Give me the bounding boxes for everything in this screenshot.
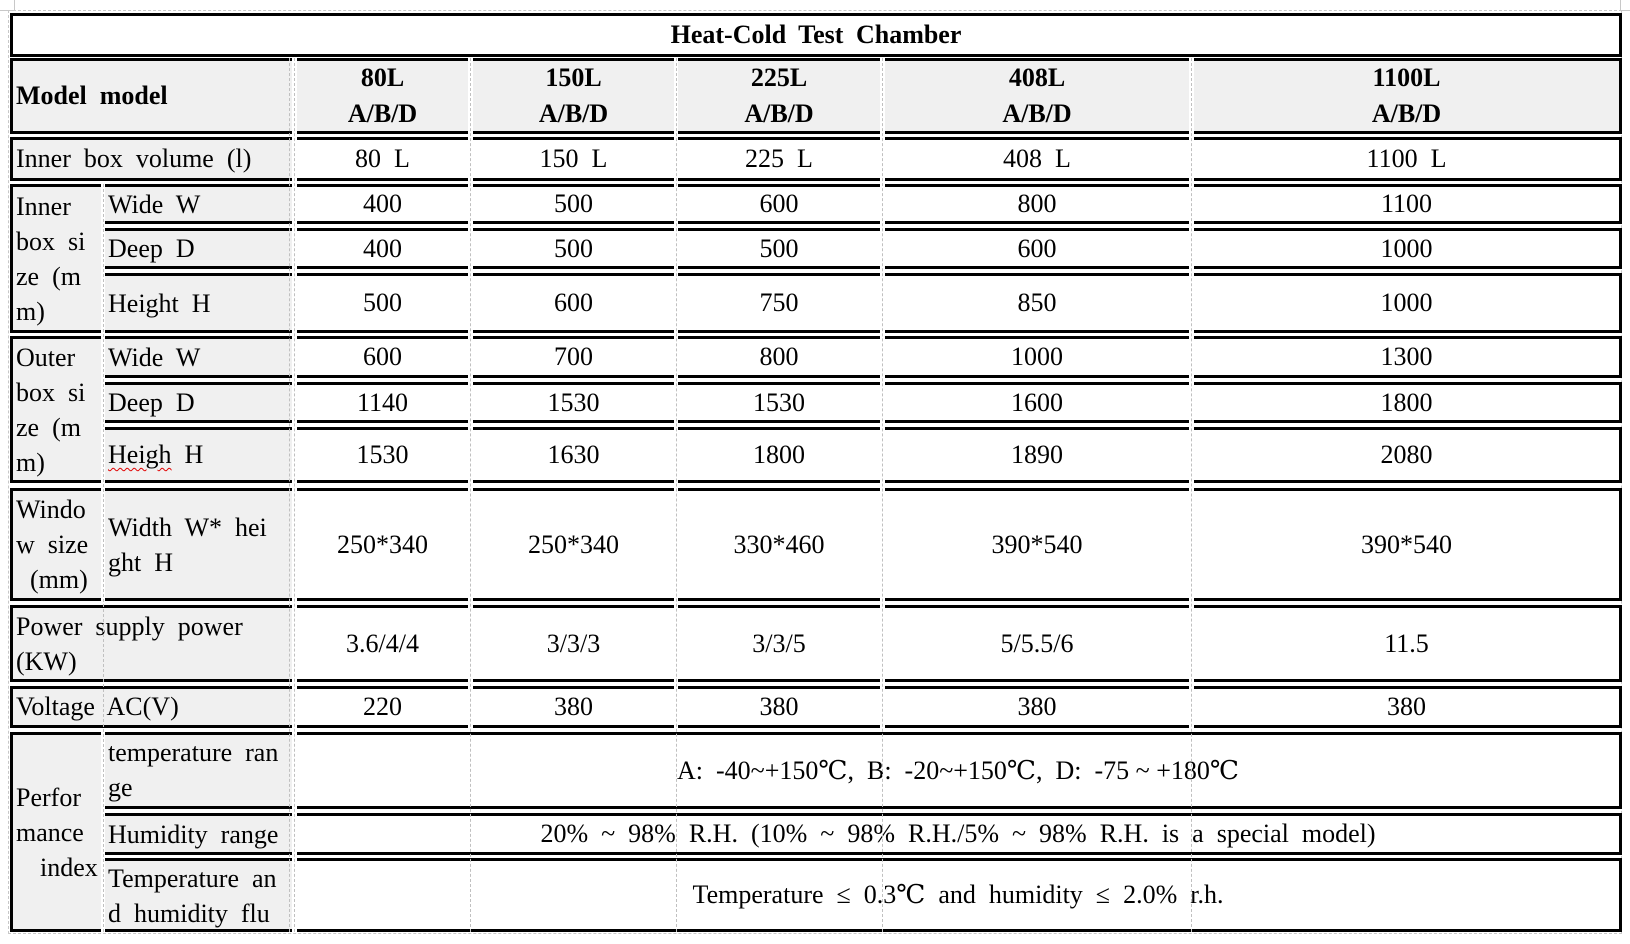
inner-box-size-label-text bbox=[16, 189, 85, 329]
fluctuation-label-text bbox=[108, 861, 277, 931]
voltage-value bbox=[885, 686, 1189, 728]
volume-value-text: 408 L bbox=[1003, 144, 1071, 173]
outer-wide-label-text: Wide W bbox=[108, 342, 201, 372]
window-size-value bbox=[297, 488, 468, 601]
subcolumn-gridline bbox=[103, 184, 104, 932]
header-label-cell bbox=[10, 58, 292, 134]
outer-wide-value-text: 800 bbox=[759, 342, 799, 371]
power-value bbox=[1194, 605, 1622, 682]
model-variant: A/B/D bbox=[744, 99, 814, 128]
column-gridline bbox=[1191, 58, 1192, 932]
volume-label-cell bbox=[10, 137, 292, 181]
outer-deep-value-text: 1530 bbox=[547, 387, 600, 417]
model-variant: A/B/D bbox=[538, 99, 609, 128]
model-header-408L bbox=[885, 58, 1189, 134]
fluctuation-label bbox=[105, 858, 292, 932]
window-dim-label-text-line: Width W* hei bbox=[108, 512, 267, 542]
window-size-value bbox=[1194, 488, 1622, 601]
outer-deep-value bbox=[1194, 382, 1622, 423]
inner-deep-value-text: 600 bbox=[1017, 233, 1057, 263]
power-value-text: 3.6/4/4 bbox=[346, 628, 419, 658]
voltage-value bbox=[473, 686, 674, 728]
inner-height-value-text: 1000 bbox=[1380, 288, 1433, 317]
inner-box-size-label-text-line: box si bbox=[16, 226, 86, 256]
inner-wide-value bbox=[885, 184, 1189, 224]
outer-wide-value bbox=[1194, 336, 1622, 378]
model-name: 408L bbox=[1008, 63, 1066, 92]
outer-height-value bbox=[1194, 427, 1622, 483]
volume-value-text: 80 L bbox=[355, 144, 410, 173]
inner-wide-value-text: 500 bbox=[554, 189, 593, 218]
outer-height-value-text: 1800 bbox=[753, 440, 805, 469]
fluctuation-label-text-line: Temperature an bbox=[108, 864, 277, 893]
temperature-range-value-text: A: -40~+150℃, B: -20~+150℃, D: -75 ~ +180℃ bbox=[677, 755, 1239, 785]
temperature-range-label-text-line: ge bbox=[108, 773, 133, 802]
outer-deep-value bbox=[297, 382, 468, 423]
performance-index-label bbox=[10, 732, 101, 932]
outer-wide-value bbox=[678, 336, 880, 378]
temperature-range-label-text bbox=[108, 735, 278, 805]
inner-deep-value-text: 500 bbox=[554, 233, 593, 263]
outer-wide-value bbox=[297, 336, 468, 378]
column-gridline bbox=[882, 58, 883, 932]
inner-deep-value-text: 500 bbox=[759, 233, 799, 263]
inner-deep-value bbox=[473, 228, 674, 269]
temperature-range-label bbox=[105, 732, 292, 809]
outer-height-value-text: 1530 bbox=[356, 440, 409, 469]
inner-wide-value-text: 400 bbox=[363, 189, 402, 218]
inner-deep-value bbox=[885, 228, 1189, 269]
outer-box-size-label bbox=[10, 336, 101, 483]
inner-deep-value bbox=[678, 228, 880, 269]
outer-box-size-label-text-line: box si bbox=[16, 377, 86, 407]
voltage-value-text: 220 bbox=[363, 692, 402, 721]
column-gridline bbox=[470, 58, 471, 932]
window-size-value bbox=[473, 488, 674, 601]
model-header-text bbox=[348, 60, 417, 132]
model-name: 1100L bbox=[1372, 63, 1441, 92]
inner-wide-value bbox=[678, 184, 880, 224]
outer-wide-value bbox=[473, 336, 674, 378]
inner-wide-label-text: Wide W bbox=[108, 189, 201, 219]
voltage-value bbox=[297, 686, 468, 728]
volume-value bbox=[885, 137, 1189, 181]
temperature-range-label-text-line: temperature ran bbox=[108, 738, 279, 767]
inner-wide-label bbox=[105, 184, 292, 224]
table-title-text: Heat-Cold Test Chamber bbox=[670, 20, 962, 49]
window-dim-label-text-line: ght H bbox=[108, 547, 173, 577]
outer-wide-value-text: 1300 bbox=[1380, 342, 1433, 371]
outer-box-size-label-text-line: m) bbox=[16, 447, 45, 477]
inner-deep-value-text: 1000 bbox=[1380, 233, 1433, 263]
outer-deep-value-text: 1140 bbox=[356, 387, 409, 417]
inner-height-value bbox=[678, 273, 880, 333]
outer-deep-value bbox=[885, 382, 1189, 423]
humidity-range-label-text: Humidity range bbox=[108, 819, 279, 849]
inner-wide-value bbox=[473, 184, 674, 224]
outer-wide-value-text: 700 bbox=[554, 342, 593, 371]
outer-height-value-text: 1890 bbox=[1011, 440, 1063, 469]
inner-deep-label-text: Deep D bbox=[108, 234, 195, 263]
voltage-label-cell bbox=[10, 686, 292, 728]
model-name: 80L bbox=[360, 63, 405, 92]
inner-box-size-label-text-line: ze (m bbox=[16, 261, 81, 291]
power-value-text: 3/3/5 bbox=[752, 628, 806, 658]
window-size-value-text: 250*340 bbox=[337, 529, 428, 559]
outer-box-size-label-text bbox=[16, 340, 85, 480]
outer-wide-value-text: 1000 bbox=[1011, 342, 1063, 371]
model-header-80L bbox=[297, 58, 468, 134]
volume-value-text: 1100 L bbox=[1366, 144, 1447, 173]
outer-box-size-label-text-line: Outer bbox=[16, 342, 76, 372]
inner-deep-label bbox=[105, 228, 292, 269]
window-size-label-text bbox=[16, 492, 88, 597]
window-size-value-text: 390*540 bbox=[1361, 529, 1452, 559]
window-size-value-text: 330*460 bbox=[733, 529, 825, 559]
fluctuation-label-text-line: d humidity flu bbox=[108, 899, 270, 928]
power-value bbox=[885, 605, 1189, 682]
performance-index-label-text bbox=[16, 780, 98, 885]
inner-box-size-label-text-line: m) bbox=[16, 296, 45, 326]
outer-height-value bbox=[885, 427, 1189, 483]
inner-wide-value-text: 1100 bbox=[1380, 189, 1433, 218]
outer-deep-value bbox=[678, 382, 880, 423]
voltage-value bbox=[678, 686, 880, 728]
voltage-value-text: 380 bbox=[1387, 692, 1426, 721]
spellcheck-underlined-word: Heigh bbox=[108, 440, 172, 469]
power-value bbox=[473, 605, 674, 682]
outer-height-value bbox=[297, 427, 468, 483]
window-size-value-text: 390*540 bbox=[991, 529, 1083, 559]
inner-height-value bbox=[885, 273, 1189, 333]
volume-value bbox=[678, 137, 880, 181]
power-label-line: (KW) bbox=[16, 646, 77, 676]
window-dim-label bbox=[105, 488, 292, 601]
humidity-range-label bbox=[105, 813, 292, 855]
outer-deep-value-text: 1800 bbox=[1380, 387, 1433, 417]
voltage-value bbox=[1194, 686, 1622, 728]
inner-deep-value-text: 400 bbox=[363, 233, 402, 263]
fluctuation-value-text: Temperature ≤ 0.3℃ and humidity ≤ 2.0% r.h. bbox=[692, 880, 1224, 909]
outer-box-size-label-text-line: ze (m bbox=[16, 412, 81, 442]
outer-wide-label bbox=[105, 336, 292, 378]
window-size-label-text-line: w size bbox=[16, 530, 89, 559]
window-size-value-text: 250*340 bbox=[528, 529, 619, 559]
inner-height-value-text: 850 bbox=[1017, 288, 1057, 317]
outer-height-label-suffix: H bbox=[171, 440, 204, 469]
outer-deep-value-text: 1530 bbox=[753, 387, 805, 417]
outer-height-label bbox=[105, 427, 292, 483]
model-variant: A/B/D bbox=[347, 99, 418, 128]
window-size-label bbox=[10, 488, 101, 601]
window-size-label-text-line: (mm) bbox=[30, 565, 88, 594]
inner-wide-value bbox=[1194, 184, 1622, 224]
outer-deep-value bbox=[473, 382, 674, 423]
voltage-value-text: 380 bbox=[554, 692, 593, 721]
voltage-value-text: 380 bbox=[759, 692, 799, 721]
model-header-150L bbox=[473, 58, 674, 134]
inner-deep-value bbox=[1194, 228, 1622, 269]
power-value-text: 5/5.5/6 bbox=[1000, 628, 1074, 658]
model-name: 150L bbox=[545, 63, 602, 92]
model-header-1100L bbox=[1194, 58, 1622, 134]
volume-value-text: 225 L bbox=[745, 144, 813, 173]
performance-index-label-text-line: mance bbox=[16, 817, 84, 847]
inner-deep-value bbox=[297, 228, 468, 269]
outer-height-value-text: 1630 bbox=[547, 440, 600, 469]
inner-height-value bbox=[1194, 273, 1622, 333]
outer-height-label-text bbox=[108, 437, 203, 473]
inner-height-value-text: 600 bbox=[554, 288, 593, 317]
model-header-text bbox=[744, 60, 813, 132]
volume-value bbox=[473, 137, 674, 181]
window-dim-label-text bbox=[108, 510, 267, 580]
power-label-cell bbox=[10, 605, 292, 682]
inner-height-value-text: 500 bbox=[363, 288, 402, 317]
table-title bbox=[10, 13, 1622, 57]
window-size-label-text-line: Windo bbox=[16, 495, 86, 524]
power-value-text: 11.5 bbox=[1384, 628, 1429, 658]
inner-box-size-label-text-line: Inner bbox=[16, 191, 71, 221]
power-label-line: Power supply power bbox=[16, 611, 243, 641]
performance-index-label-text-line: Perfor bbox=[16, 782, 81, 812]
header-label: Model model bbox=[16, 81, 168, 110]
inner-wide-value bbox=[297, 184, 468, 224]
model-header-text bbox=[1002, 60, 1071, 132]
power-value bbox=[678, 605, 880, 682]
outer-deep-label-text: Deep D bbox=[108, 388, 195, 417]
inner-height-value bbox=[473, 273, 674, 333]
humidity-range-value-text: 20% ~ 98% R.H. (10% ~ 98% R.H./5% ~ 98% R.H. is a special model) bbox=[540, 819, 1376, 848]
column-gridline bbox=[676, 58, 677, 932]
voltage-value-text: 380 bbox=[1017, 692, 1057, 721]
outer-height-value bbox=[678, 427, 880, 483]
outer-wide-value-text: 600 bbox=[363, 342, 402, 371]
performance-index-label-text-line: index bbox=[40, 852, 98, 882]
volume-value bbox=[1194, 137, 1622, 181]
inner-height-value-text: 750 bbox=[759, 288, 799, 317]
inner-height-value bbox=[297, 273, 468, 333]
volume-value-text: 150 L bbox=[539, 144, 608, 173]
model-header-225L bbox=[678, 58, 880, 134]
inner-height-label-text: Height H bbox=[108, 288, 211, 318]
model-header-text bbox=[1372, 60, 1441, 132]
power-value bbox=[297, 605, 468, 682]
column-gridline bbox=[294, 58, 295, 932]
window-size-value bbox=[678, 488, 880, 601]
fluctuation-value bbox=[297, 858, 1622, 932]
column-gridline bbox=[289, 58, 290, 932]
outer-height-value bbox=[473, 427, 674, 483]
volume-label: Inner box volume (l) bbox=[16, 144, 252, 173]
voltage-label: Voltage AC(V) bbox=[16, 692, 179, 721]
power-value-text: 3/3/3 bbox=[546, 628, 601, 658]
temperature-range-value bbox=[297, 732, 1622, 809]
window-size-value bbox=[885, 488, 1189, 601]
model-variant: A/B/D bbox=[1002, 99, 1072, 128]
outer-deep-value-text: 1600 bbox=[1011, 387, 1063, 417]
outer-deep-label bbox=[105, 382, 292, 423]
model-header-text bbox=[539, 60, 608, 132]
inner-box-size-label bbox=[10, 184, 101, 333]
outer-height-value-text: 2080 bbox=[1380, 440, 1433, 469]
volume-value bbox=[297, 137, 468, 181]
model-name: 225L bbox=[750, 63, 808, 92]
model-variant: A/B/D bbox=[1371, 99, 1442, 128]
inner-wide-value-text: 600 bbox=[759, 189, 799, 218]
humidity-range-value bbox=[297, 813, 1622, 855]
inner-wide-value-text: 800 bbox=[1017, 189, 1057, 218]
inner-height-label bbox=[105, 273, 292, 333]
power-label bbox=[16, 609, 243, 679]
outer-wide-value bbox=[885, 336, 1189, 378]
